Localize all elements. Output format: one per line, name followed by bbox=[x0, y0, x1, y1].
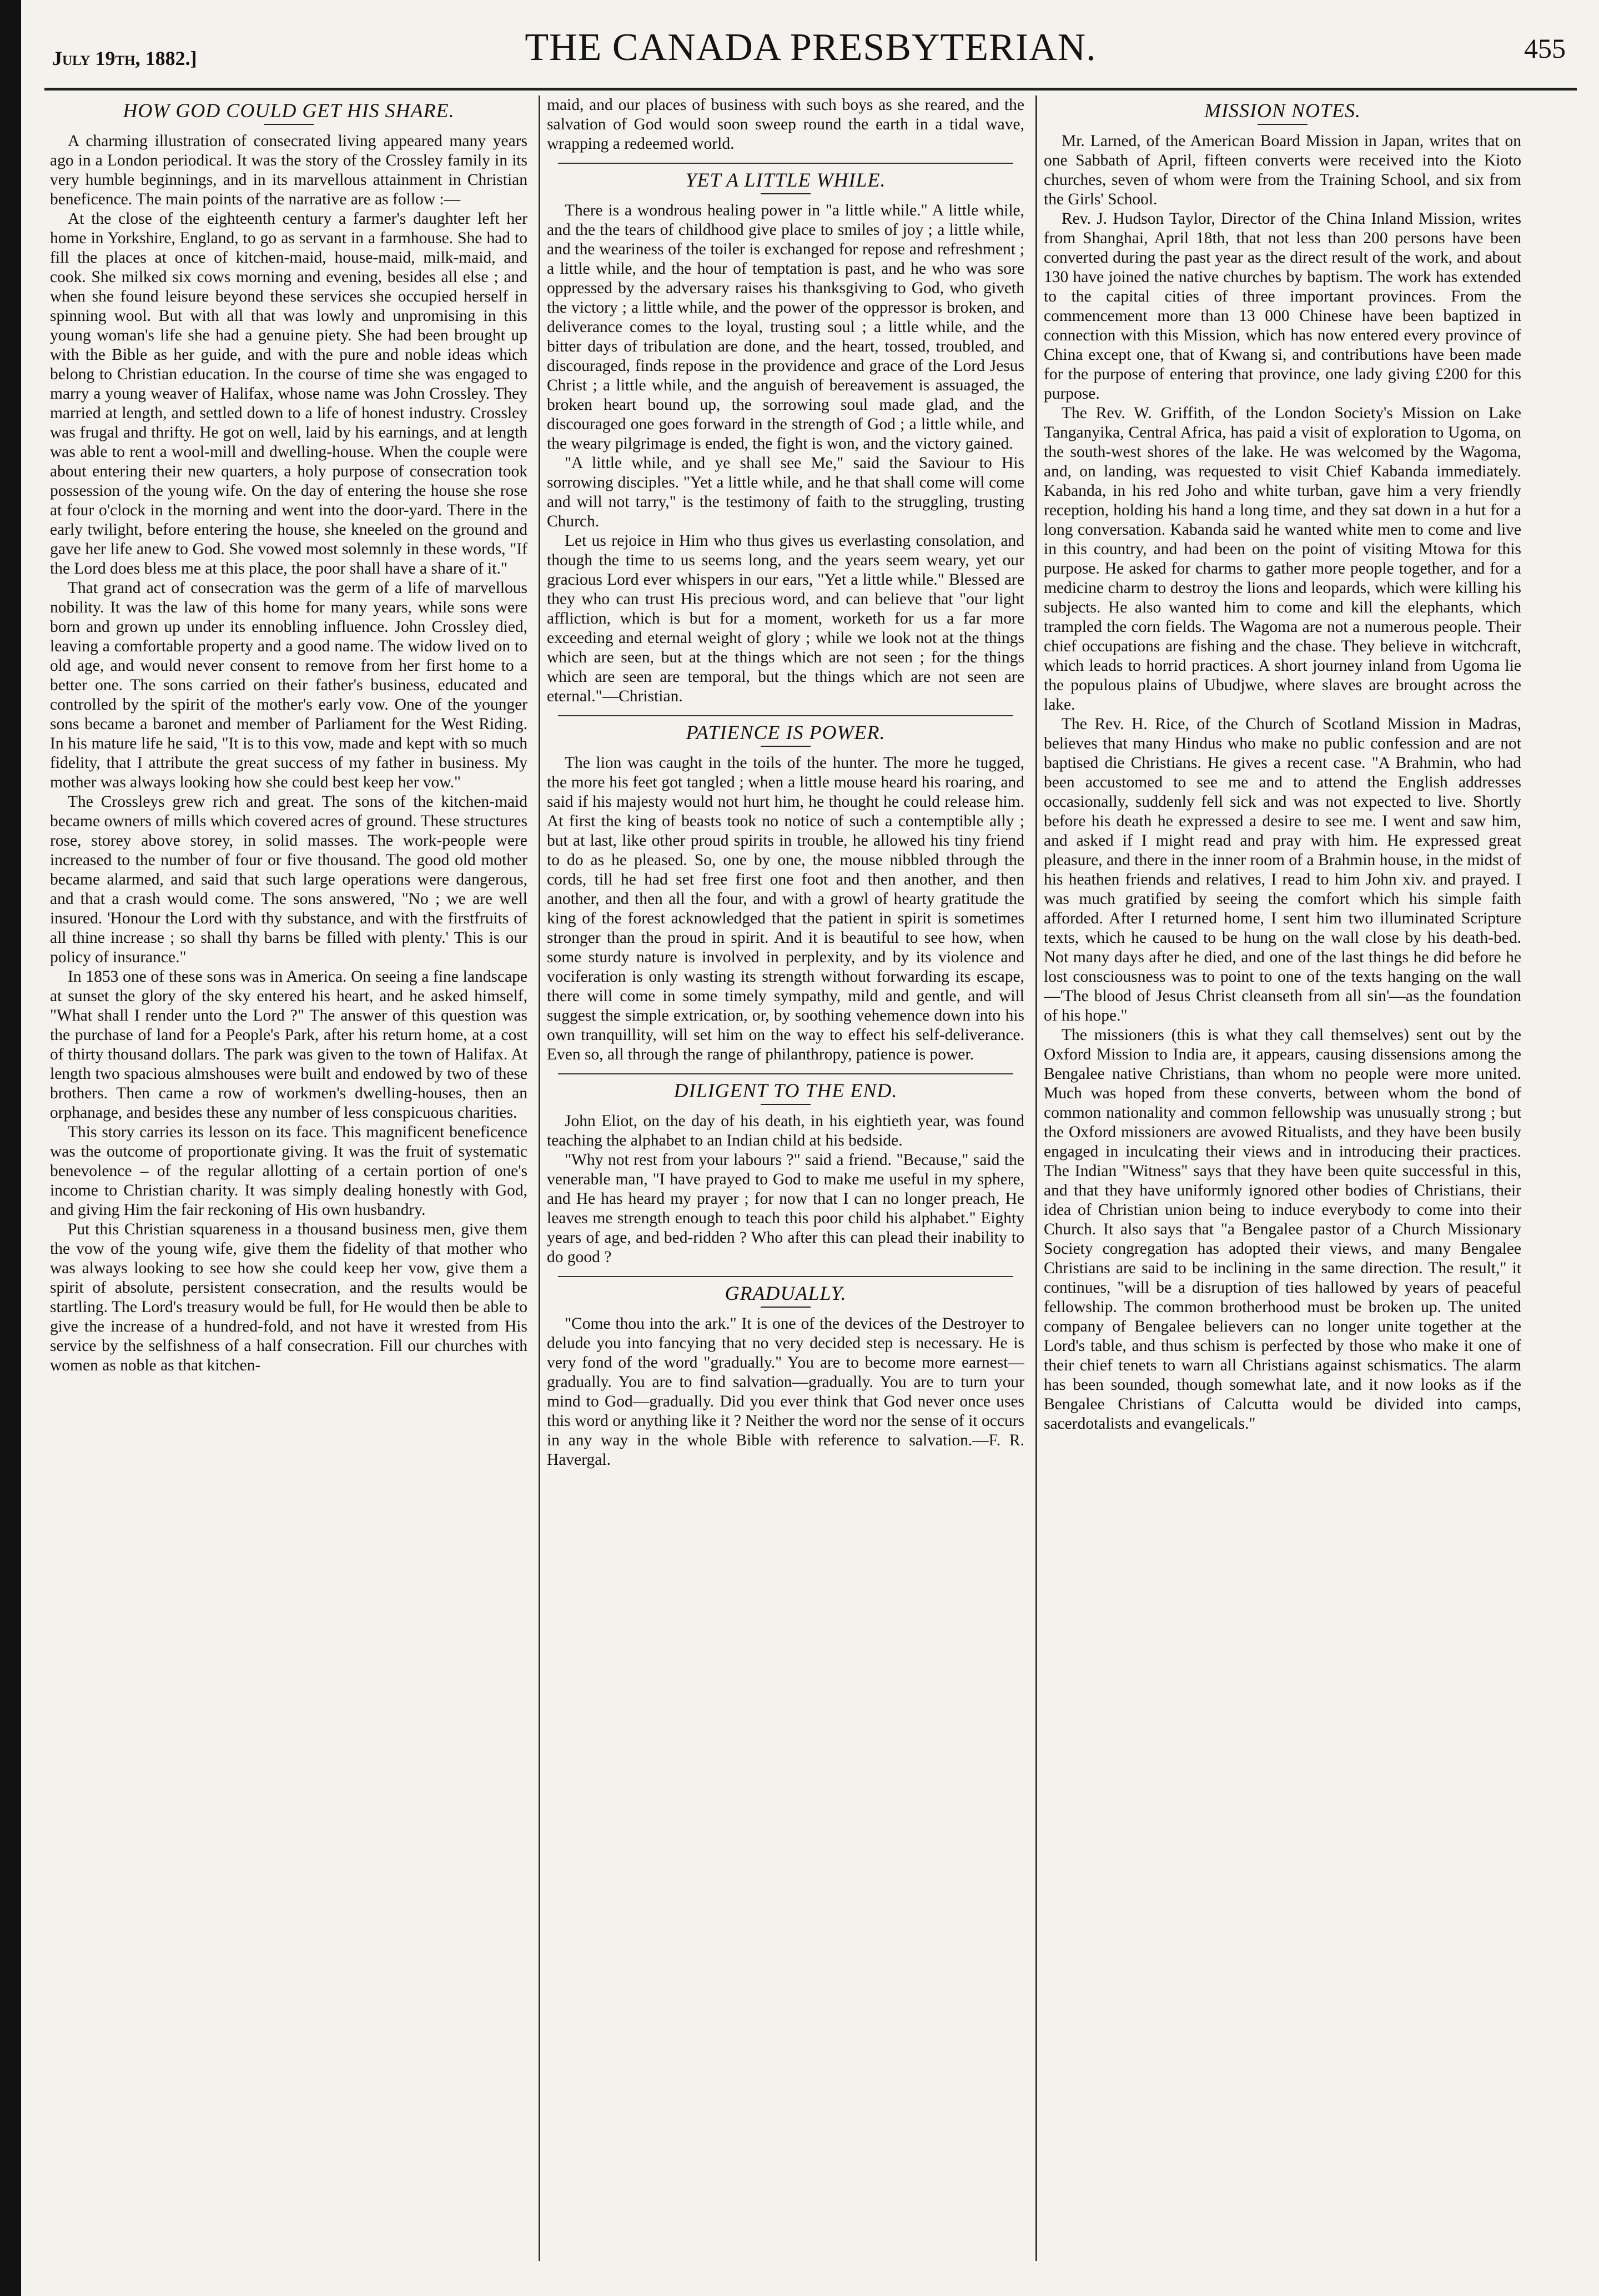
heading-dash bbox=[1258, 124, 1308, 125]
article-paragraph: Rev. J. Hudson Taylor, Director of the China Inland Mission, writes from Shanghai, April 18th, that not less than 200 persons have been converted during the past year as the direct result of the work, and about 130 have joined the native churches by baptism. The work has extended to the capital cities of three important provinces. From the commencement more than 13 000 Chinese have been baptized in connection with this Mission, which has now entered every province of China except one, that of Kwang si, and contributions have been made for the purpose of entering that province, one lady giving £200 for this purpose. bbox=[1044, 210, 1521, 403]
article-paragraph: There is a wondrous healing power in "a little while." A little while, and the the tears of childhood give place to smiles of joy ; a little while, and the weariness of the toiler is exchanged for repose and refreshment ; a little while, and the hour of temptation is past, and he who was sore oppressed by the adversary raises his thanksgiving to God, who giveth the victory ; a little while, and the power of the oppressor is broken, and deliverance comes to the loyal, trusting soul ; a little while, and the bitter days of tribulation are done, and the heart, tossed, troubled, and discouraged, finds repose in the providence and grace of the Lord Jesus Christ ; a little while, and the anguish of bereavement is assuaged, the broken heart bound up, the sorrowing soul made glad, and the discouraged one goes forward in the strength of God ; a little while, and the weary pilgrimage is ended, the fight is won, and the victory gained. bbox=[547, 202, 1024, 453]
article-continuation: maid, and our places of business with such boys as she reared, and the salvation of God would soon sweep round the earth in a tidal wave, wrapping a redeemed world. bbox=[547, 96, 1024, 153]
article-separator bbox=[558, 1073, 1013, 1074]
article-separator bbox=[558, 715, 1013, 716]
masthead-rule bbox=[44, 88, 1577, 91]
article-heading: PATIENCE IS POWER. bbox=[686, 721, 886, 743]
heading-dash bbox=[761, 746, 811, 747]
column-3 bbox=[1044, 96, 1521, 2272]
article-heading: YET A LITTLE WHILE. bbox=[685, 169, 886, 191]
article-paragraph: "A little while, and ye shall see Me," said the Saviour to His sorrowing disciples. "Yet a little while, and he that shall come will come and will not tarry," is the testimony of faith to the struggling, trusting Church. bbox=[547, 454, 1024, 530]
article-heading: DILIGENT TO THE END. bbox=[673, 1079, 898, 1102]
article-separator bbox=[558, 1276, 1013, 1277]
newspaper-title: THE CANADA PRESBYTERIAN. bbox=[525, 26, 1097, 69]
article-paragraph: This story carries its lesson on its face. This magnificent beneficence was the outcome of proportionate giving. It was the fruit of systematic benevolence – of the regular allotting of a certain portion of one's income to Christian charity. It was simply dealing honestly with God, and giving Him the fair reckoning of His own husbandry. bbox=[50, 1123, 527, 1219]
binding-edge bbox=[0, 0, 21, 2296]
article-paragraph: John Eliot, on the day of his death, in his eightieth year, was found teaching the alphabet to an Indian child at his bedside. bbox=[547, 1112, 1024, 1149]
article-paragraph: The lion was caught in the toils of the hunter. The more he tugged, the more his feet got tangled ; when a little mouse heard his roaring, and said if his majesty would not hurt him, he thought he could release him. At first the king of beasts took no notice of such a contemptible ally ; but at last, like other proud spirits in trouble, he allowed his tiny friend to do as he pleased. So, one by one, the mouse nibbled through the cords, till he had set free first one foot and then another, and then another, and then all the four, and with a growl of hearty gratitude the king of the forest acknowledged that the patient in spirit is sometimes stronger than the proud in spirit. And it is beautiful to see how, when some sturdy nature is involved in perplexity, and by its violence and vociferation is only wasting its strength without forwarding its escape, there will come in some timely sympathy, mild and gentle, and will suggest the simple extrication, or, by soothing vehemence down into his own tranquillity, will set him on the way to effect his self-deliverance. Even so, all through the range of philanthropy, patience is power. bbox=[547, 754, 1024, 1063]
article-paragraph: Mr. Larned, of the American Board Mission in Japan, writes that on one Sabbath of April, fifteen converts were received into the Kioto churches, seven of whom were from the Training School, and six from the Girls' School. bbox=[1044, 132, 1521, 208]
article-paragraph: "Why not rest from your labours ?" said a friend. "Because," said the venerable man, "I have prayed to God to make me useful in my sphere, and He has heard my prayer ; for now that I can no longer preach, He leaves me strength enough to teach this poor child his alphabet." Eighty years of age, and bed-ridden ? Who after this can plead their inability to do good ? bbox=[547, 1151, 1024, 1266]
article-paragraph: A charming illustration of consecrated living appeared many years ago in a London periodical. It was the story of the Crossley family in its very humble beginnings, and in its marvellous attainment in Christian beneficence. The main points of the narrative are as follow :— bbox=[50, 132, 527, 208]
masthead bbox=[44, 22, 1577, 83]
heading-dash bbox=[264, 124, 314, 125]
article-paragraph: At the close of the eighteenth century a farmer's daughter left her home in Yorkshire, England, to go as servant in a farmhouse. She had to fill the places at once of kitchen-maid, house-maid, milk-maid, and cook. She milked six cows morning and evening, besides all else ; and when she found leisure beyond these services she occupied herself in spinning wool. But with all that was lowly and unpromising in this young woman's life she had a genuine piety. She had been brought up with the Bible as her guide, and with the pure and noble ideas which belong to Christian education. In the course of time she was engaged to marry a young weaver of Halifax, whose name was John Crossley. They married at length, and settled down to a life of honest industry. Crossley was frugal and thrifty. He got on well, laid by his earnings, and at length was able to rent a wool-mill and dwelling-house. When the couple were about entering their new quarters, a holy purpose of consecration took possession of the young wife. On the day of entering the house she rose at four o'clock in the morning and went into the door-yard. There in the early twilight, before entering the house, she kneeled on the ground and gave her life anew to God. She vowed most solemnly in these words, "If the Lord does bless me at this place, the poor shall have a share of it." bbox=[50, 210, 527, 577]
issue-date: July 19th, 1882.] bbox=[52, 47, 197, 69]
column-divider bbox=[539, 96, 540, 2261]
article-paragraph: "Come thou into the ark." It is one of the devices of the Destroyer to delude you into fancying that no very decided step is necessary. He is very fond of the word "gradually." You are to become more earnest—gradually. You are to find salvation—gradually. You are to turn your mind to God—gradually. Did you ever think that God never once uses this word or anything like it ? Neither the word nor the sense of it occurs in any way in the whole Bible with reference to salvation.—F. R. Havergal. bbox=[547, 1315, 1024, 1469]
article-heading: MISSION NOTES. bbox=[1204, 99, 1361, 122]
article-heading: GRADUALLY. bbox=[725, 1282, 847, 1304]
article-heading: HOW GOD COULD GET HIS SHARE. bbox=[123, 99, 455, 122]
page-number: 455 bbox=[1524, 33, 1566, 64]
column-1 bbox=[50, 96, 527, 2272]
column-2 bbox=[547, 96, 1024, 2272]
article-paragraph: The Rev. W. Griffith, of the London Society's Mission on Lake Tanganyika, Central Africa, has paid a visit of exploration to Ugoma, on the south-west shores of the lake. He was welcomed by the Wagoma, and, on landing, was requested to visit Chief Kabanda immediately. Kabanda, in his red Joho and white turban, gave him a very friendly reception, holding his hand a long time, and they sat down in a hut for a long conversation. Kabanda said he wanted white men to come and live in this country, and had been on the point of visiting Mtowa for this purpose. He asked for charms to gather more people together, and for a medicine charm to destroy the lions and leopards, which were killing his subjects. He also wanted him to come and kill the elephants, which trampled the corn fields. The Wagoma are not a numerous people. Their chief occupations are fishing and the chase. They believe in witchcraft, which leads to horrid practices. A short journey inland from Ugoma lie the populous plains of Ubudjwe, where slaves are brought across the lake. bbox=[1044, 404, 1521, 714]
heading-dash bbox=[761, 1104, 811, 1105]
article-separator bbox=[558, 163, 1013, 164]
column-divider bbox=[1035, 96, 1037, 2261]
article-paragraph: The Crossleys grew rich and great. The sons of the kitchen-maid became owners of mills which covered acres of ground. These structures rose, storey above storey, in solid masses. The work-people were increased to the number of four or five thousand. The good old mother became alarmed, and said that such large operations were dangerous, and that a crash would come. The sons answered, "No ; we are well insured. 'Honour the Lord with thy substance, and with the firstfruits of all thine increase ; so shall thy barns be filled with plenty.' This is our policy of insurance." bbox=[50, 793, 527, 966]
article-paragraph: The missioners (this is what they call themselves) sent out by the Oxford Mission to India are, it appears, causing dissensions among the Bengalee native Christians, than whom no people were more united. Much was hoped from these converts, between whom the bond of common nationality and common fellowship was unusually strong ; but the Oxford missioners are avowed Ritualists, and they have been busily engaged in inculcating their views and in introducing their practices. The Indian "Witness" says that they have been quite successful in this, and that they have uniformly ignored other bodies of Christians, their idea of Christian union being to induce everybody to come into their Church. It also says that "a Bengalee pastor of a Church Missionary Society congregation has adopted their views, and many Bengalee Christians are said to be inclining in the same direction. The result," it continues, "will be a disruption of ties hallowed by years of peaceful fellowship. The common brotherhood must be broken up. The united company of Bengalee believers can no longer unite together at the Lord's table, and thus schism is perfected by those who make it one of their chief tenets to warn all Christians against schismatics. The alarm has been sounded, though somewhat late, and it now looks as if the Bengalee Christians of Calcutta would be divided into camps, sacerdotalists and evangelicals." bbox=[1044, 1026, 1521, 1433]
article-paragraph: Put this Christian squareness in a thousand business men, give them the vow of the young wife, give them the fidelity of that mother who was always looking to see how she could keep her vow, give them a spirit of absolute, persistent consecration, and the results would be startling. The Lord's treasury would be full, for He would then be able to give the increase of a hundred-fold, and not have it wrested from His service by the selfishness of a half consecration. Fill our churches with women as noble as that kitchen- bbox=[50, 1220, 527, 1374]
heading-dash bbox=[761, 1307, 811, 1308]
article-paragraph: The Rev. H. Rice, of the Church of Scotland Mission in Madras, believes that many Hindus who make no public confession and are not baptised die Christians. He gives a recent case. "A Brahmin, who had been accustomed to see me and to attend the English addresses occasionally, suddenly fell sick and was not expected to live. Shortly before his death he expressed a desire to see me. I went and saw him, and asked if I might read and pray with him. He expressed great pleasure, and there in the inner room of a Brahmin house, in the midst of his heathen friends and relatives, I read to him John xiv. and prayed. I was much gratified by seeing the comfort which his simple faith afforded. After I returned home, I sent him two illuminated Scripture texts, which he caused to be hung on the wall close by his death-bed. Not many days after he died, and one of the last things he did before he lost consciousness was to point to one of the texts hanging on the wall—'The blood of Jesus Christ cleanseth from all sin'—as the foundation of his hope." bbox=[1044, 715, 1521, 1024]
article-paragraph: Let us rejoice in Him who thus gives us everlasting consolation, and though the time to us seems long, and the years seem weary, yet our gracious Lord ever whispers in our ears, "Yet a little while." Blessed are they who can trust His precious word, and can believe that "our light affliction, which is but for a moment, worketh for us a far more exceeding and eternal weight of glory ; while we look not at the things which are seen, but at the things which are not seen ; for the things which are seen are temporal, but the things which are not seen are eternal."—Christian. bbox=[547, 532, 1024, 705]
article-paragraph: That grand act of consecration was the germ of a life of marvellous nobility. It was the law of this home for many years, while sons were born and grown up under its ennobling influence. John Crossley died, leaving a comfortable property and a good name. The widow lived on to old age, and would never consent to remove from her first home to a better one. The sons carried on their father's business, educated and controlled by the spirit of the mother's early vow. One of the younger sons became a baronet and member of Parliament for the West Riding. In his mature life he said, "It is to this vow, made and kept with so much fidelity, that I attribute the great success of my father in business. My mother was always looking how she could best keep her vow." bbox=[50, 579, 527, 791]
heading-dash bbox=[761, 193, 811, 194]
article-paragraph: In 1853 one of these sons was in America. On seeing a fine landscape at sunset the glory of the sky entered his heart, and he asked himself, "What shall I render unto the Lord ?" The answer of this question was the purchase of land for a People's Park, after his return home, at a cost of thirty thousand dollars. The park was given to the town of Halifax. At length two spacious almshouses were built and endowed by two of these brothers. Then came a row of workmen's dwelling-houses, then an orphanage, and besides these any number of less conspicuous charities. bbox=[50, 968, 527, 1122]
